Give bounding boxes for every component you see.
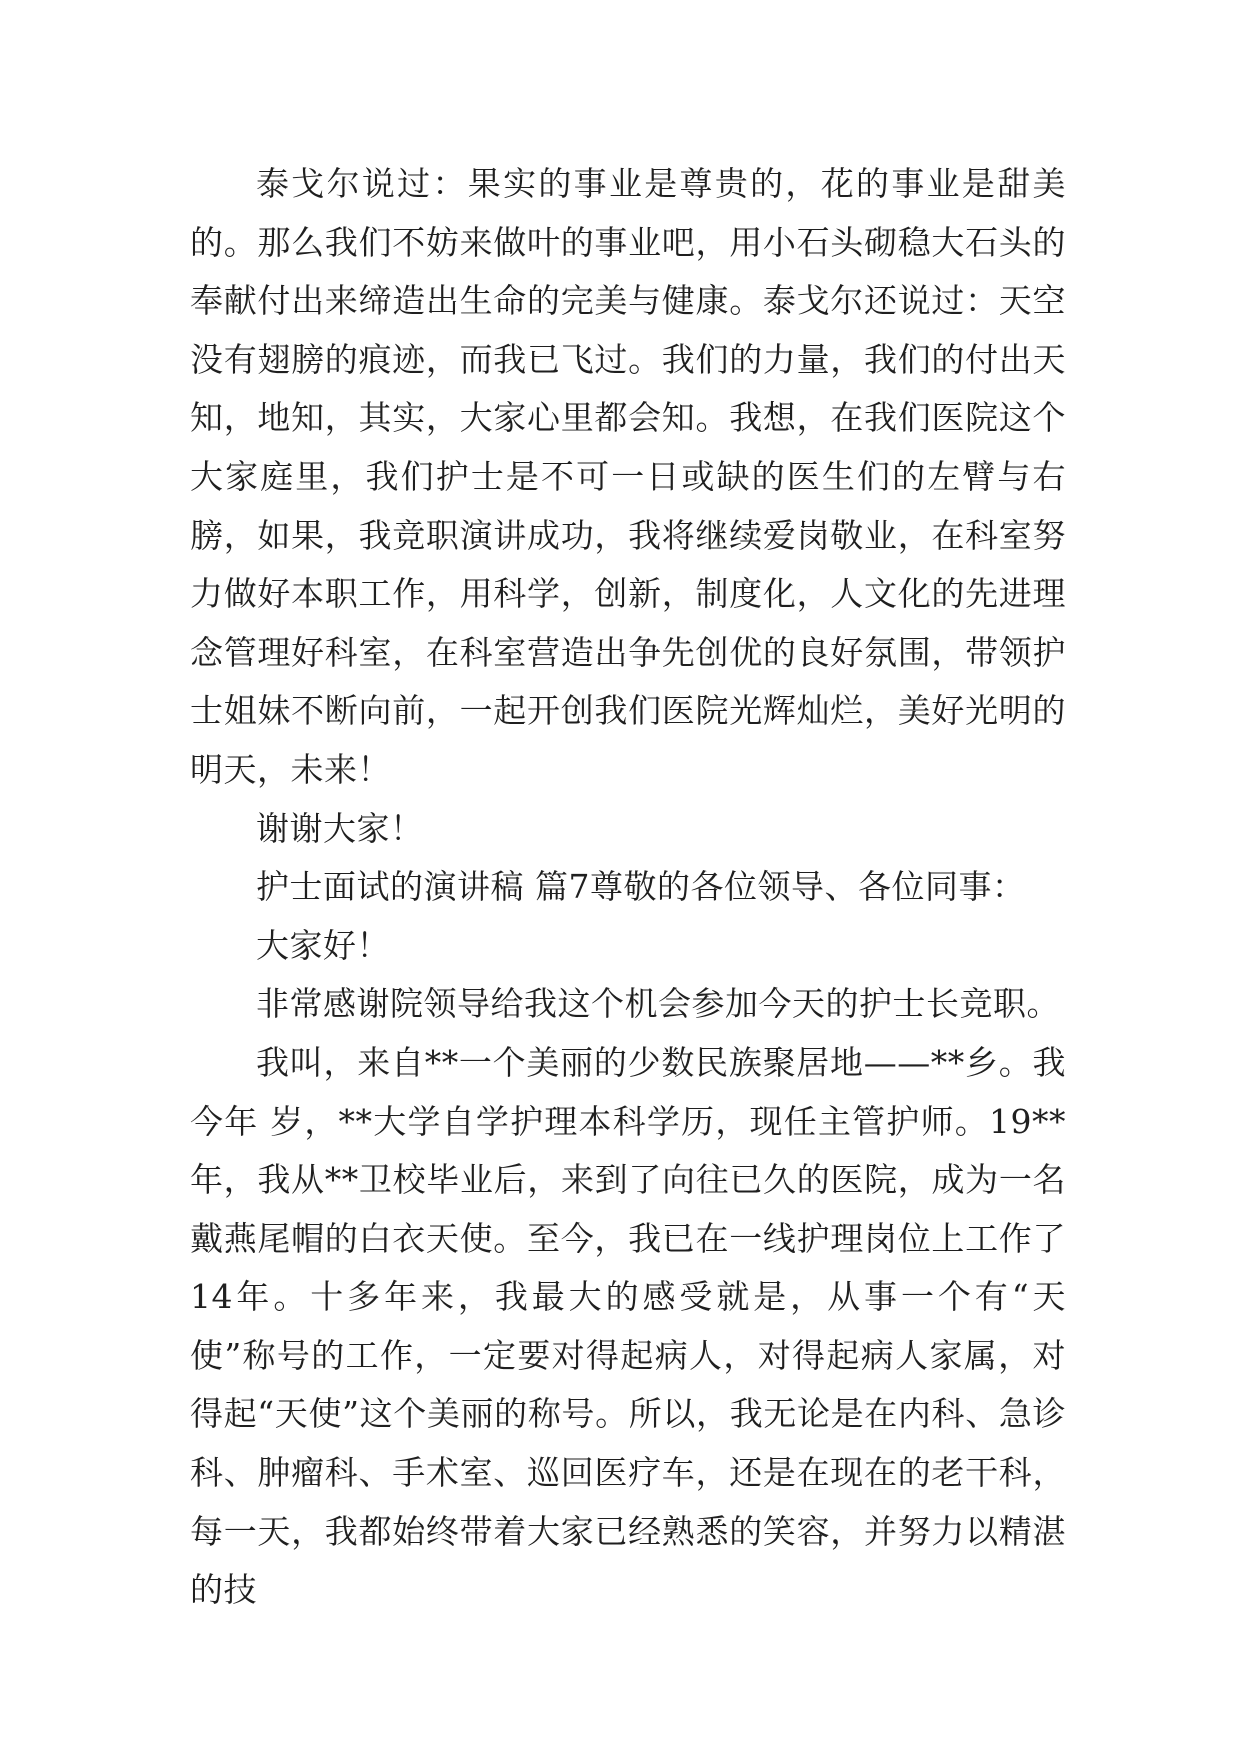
paragraph-greeting: 大家好！ [256,925,390,965]
paragraph-thanks: 谢谢大家！ [256,808,424,848]
paragraph-section-heading: 护士面试的演讲稿 篇7尊敬的各位领导、各位同事： [256,867,1026,907]
paragraph-tagore-quote: 泰戈尔说过：果实的事业是尊贵的，花的事业是甜美的。那么我们不妨来做叶的事业吧，用小石头砌稳大石头的奉献付出来缔造出生命的完美与健康。泰戈尔还说过：天空没有翅膀的痕迹，而我已飞过。我们的力量，我们的付出天知，地知，其实，大家心里都会知。我想，在我们医院这个大家庭里，我们护士是不可一日或缺的医生们的左臂与右膀，如果，我竞职演讲成功，我将继续爱岗敬业，在科室努力做好本职工作，用科学，创新，制度化，人文化的先进理念管理好科室，在科室营造出争先创优的良好氛围，带领护士姐妹不断向前，一起开创我们医院光辉灿烂，美好光明的明天，未来！ [190,164,1066,789]
document-body [190,155,1066,1620]
paragraph-self-introduction: 我叫，来自**一个美丽的少数民族聚居地——**乡。我今年 岁，**大学自学护理本科学历，现任主管护师。19**年，我从**卫校毕业后，来到了向往已久的医院，成为一名戴燕尾帽的白衣天使。至今，我已在一线护理岗位上工作了14年。十多年来，我最大的感受就是，从事一个有“天使”称号的工作，一定要对得起病人，对得起病人家属，对得起“天使”这个美丽的称号。所以，我无论是在内科、急诊科、肿瘤科、手术室、巡回医疗车，还是在现在的老干科，每一天，我都始终带着大家已经熟悉的笑容，并努力以精湛的技 [190,1042,1066,1610]
paragraph-gratitude: 非常感谢院领导给我这个机会参加今天的护士长竞职。 [256,984,1060,1024]
